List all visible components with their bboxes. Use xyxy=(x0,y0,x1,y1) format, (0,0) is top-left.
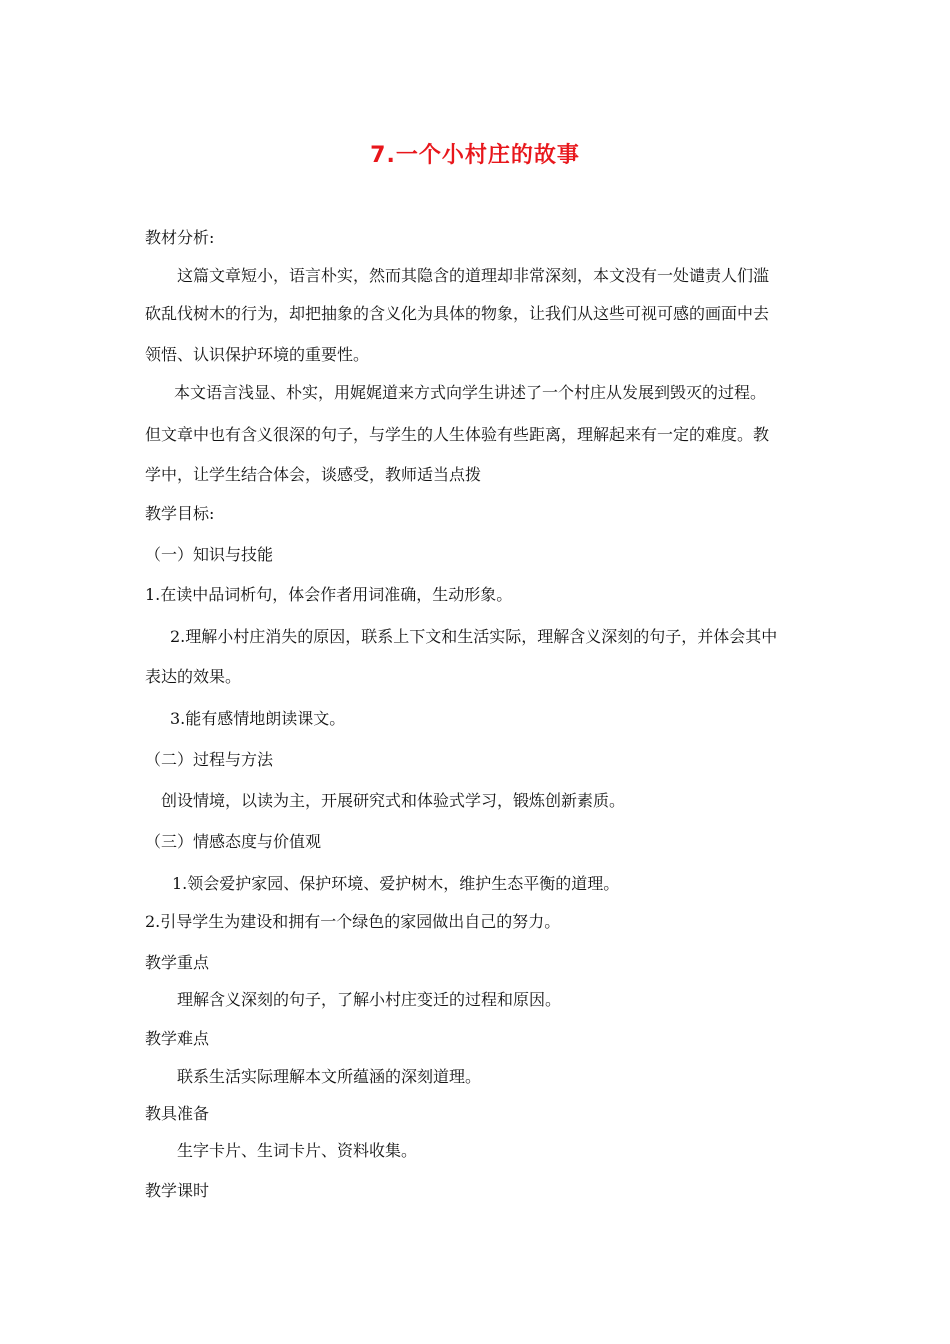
heading-material-analysis: 教材分析: xyxy=(145,228,215,247)
analysis-p2-line1: 本文语言浅显、朴实，用娓娓道来方式向学生讲述了一个村庄从发展到毁灭的过程。 xyxy=(174,383,767,402)
goal1-item3: 3.能有感情地朗读课文。 xyxy=(170,709,346,728)
goal1-item2-line2: 表达的效果。 xyxy=(145,667,242,686)
analysis-p1-line2: 砍乱伐树木的行为，却把抽象的含义化为具体的物象，让我们从这些可视可感的画面中去 xyxy=(145,304,770,323)
heading-class-hours: 教学课时 xyxy=(145,1181,210,1200)
goal1-item1: 1.在读中品词析句，体会作者用词准确，生动形象。 xyxy=(145,585,513,604)
document-title: 7.一个小村庄的故事 xyxy=(370,143,580,168)
analysis-p2-line2: 但文章中也有含义很深的句子，与学生的人生体验有些距离，理解起来有一定的难度。教 xyxy=(145,425,770,444)
analysis-p1-line1: 这篇文章短小，语言朴实，然而其隐含的道理却非常深刻，本文没有一处谴责人们滥 xyxy=(177,266,770,285)
heading-difficulties: 教学难点 xyxy=(145,1029,210,1048)
goal3-item2: 2.引导学生为建设和拥有一个绿色的家园做出自己的努力。 xyxy=(145,912,561,931)
heading-teaching-goals: 教学目标: xyxy=(145,504,215,523)
goal1-item2-line1: 2.理解小村庄消失的原因，联系上下文和生活实际，理解含义深刻的句子，并体会其中 xyxy=(170,627,778,646)
key-points-text: 理解含义深刻的句子，了解小村庄变迁的过程和原因。 xyxy=(177,990,562,1009)
goal1-title: （一）知识与技能 xyxy=(145,545,274,564)
heading-key-points: 教学重点 xyxy=(145,953,210,972)
goal2-text: 创设情境，以读为主，开展研究式和体验式学习，锻炼创新素质。 xyxy=(161,791,626,810)
analysis-p2-line3: 学中，让学生结合体会，谈感受，教师适当点拨 xyxy=(145,465,482,484)
teaching-aids-text: 生字卡片、生词卡片、资料收集。 xyxy=(177,1141,418,1160)
heading-teaching-aids: 教具准备 xyxy=(145,1104,210,1123)
analysis-p1-line3: 领悟、认识保护环境的重要性。 xyxy=(145,345,370,364)
goal2-title: （二）过程与方法 xyxy=(145,750,274,769)
goal3-item1: 1.领会爱护家园、保护环境、爱护树木，维护生态平衡的道理。 xyxy=(172,874,620,893)
goal3-title: （三）情感态度与价值观 xyxy=(145,832,322,851)
difficulties-text: 联系生活实际理解本文所蕴涵的深刻道理。 xyxy=(177,1067,482,1086)
